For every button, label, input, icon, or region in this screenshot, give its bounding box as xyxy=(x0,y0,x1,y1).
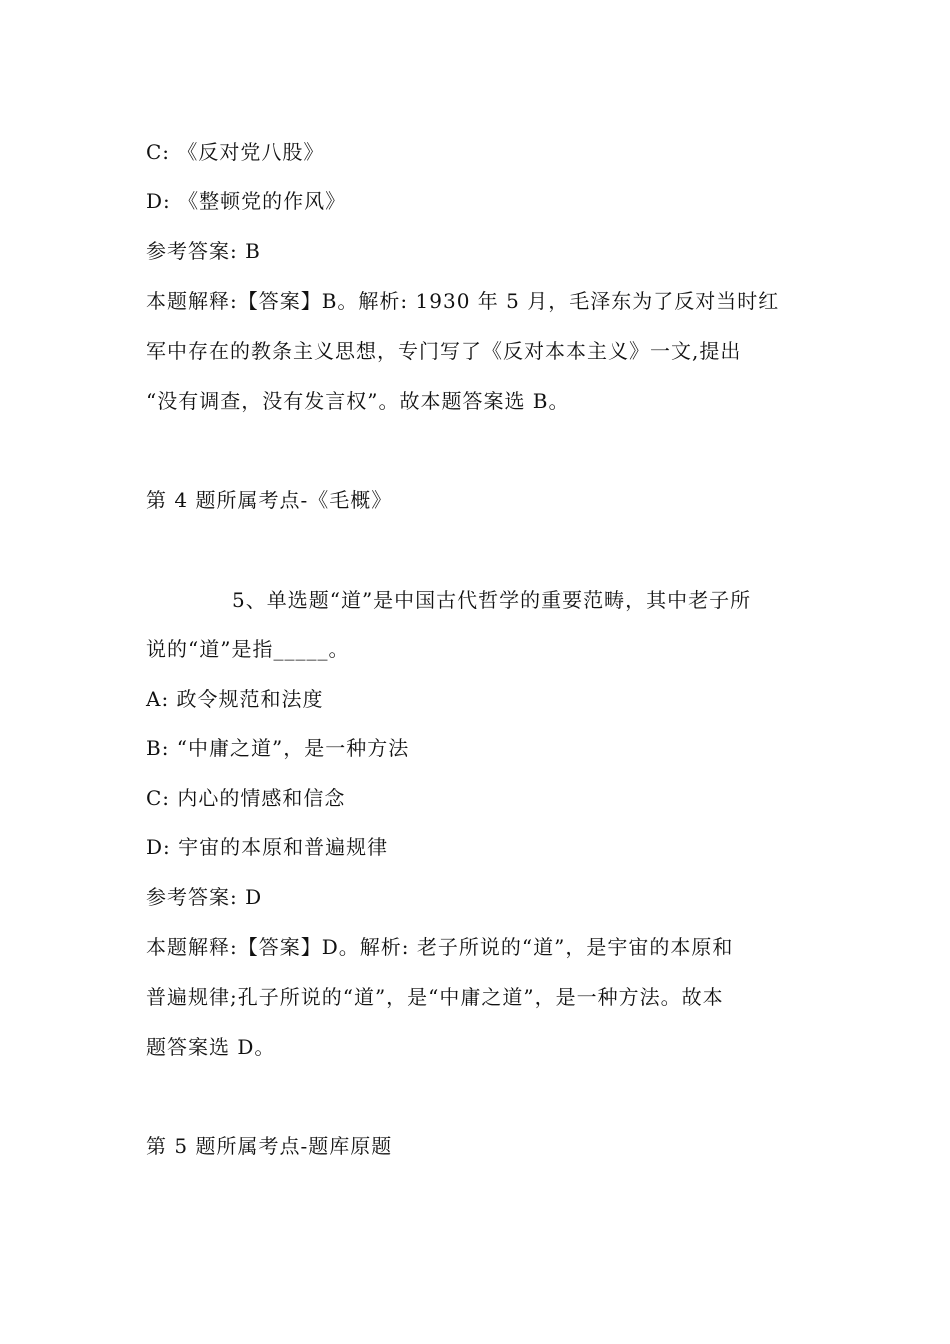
q4-option-d: D: 《整顿党的作风》 xyxy=(146,189,347,213)
q5-option-c: C: 内心的情感和信念 xyxy=(146,786,346,810)
q5-explanation-line-1: 本题解释:【答案】D。解析: 老子所说的“道”，是宇宙的本原和 xyxy=(146,935,734,959)
q4-explanation-line-2: 军中存在的教条主义思想，专门写了《反对本本主义》一文,提出 xyxy=(146,339,742,363)
q5-answer: 参考答案: D xyxy=(146,885,263,909)
q5-option-d: D: 宇宙的本原和普遍规律 xyxy=(146,835,389,859)
q4-answer: 参考答案: B xyxy=(146,239,261,263)
q5-stem-line-2: 说的“道”是指_____。 xyxy=(146,637,350,661)
q4-explanation-line-1: 本题解释:【答案】B。解析: 1930 年 5 月，毛泽东为了反对当时红 xyxy=(146,289,780,313)
q5-topic: 第 5 题所属考点-题库原题 xyxy=(146,1134,393,1158)
q4-topic: 第 4 题所属考点-《毛概》 xyxy=(146,488,393,512)
q4-explanation-line-3: “没有调查，没有发言权”。故本题答案选 B。 xyxy=(146,389,570,413)
q5-option-a: A: 政令规范和法度 xyxy=(146,687,324,711)
q5-option-b: B: “中庸之道”，是一种方法 xyxy=(146,736,410,760)
q5-stem-line-1: 5、单选题“道”是中国古代哲学的重要范畴，其中老子所 xyxy=(232,588,752,612)
q5-explanation-line-2: 普遍规律;孔子所说的“道”，是“中庸之道”，是一种方法。故本 xyxy=(146,985,724,1009)
q5-explanation-line-3: 题答案选 D。 xyxy=(146,1035,276,1059)
q4-option-c: C: 《反对党八股》 xyxy=(146,140,325,164)
